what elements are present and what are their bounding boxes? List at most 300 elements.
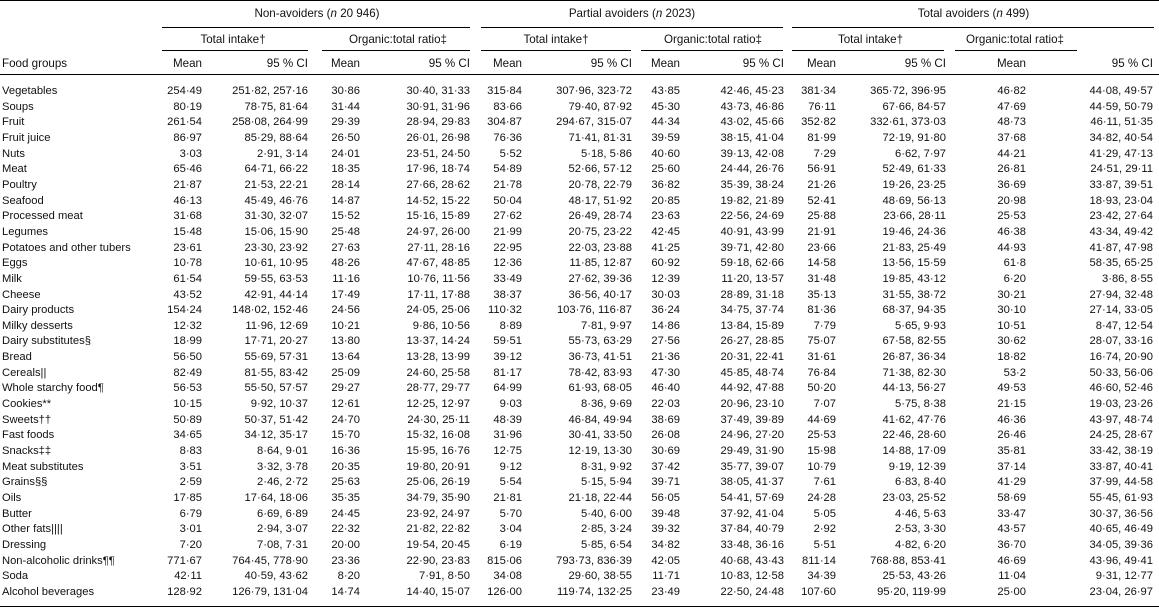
table-cell-mean: 39·48	[651, 507, 680, 520]
table-cell-mean: 12·61	[331, 398, 360, 410]
column-header-mean: Mean	[330, 57, 360, 70]
food-group-label: Alcohol beverages	[2, 585, 95, 598]
food-group-label: Milk	[2, 272, 22, 285]
table-cell-mean: 25·63	[331, 476, 360, 489]
table-cell-mean: 27·56	[651, 335, 680, 348]
table-cell-mean: 126·00	[487, 585, 522, 598]
table-cell-mean: 86·97	[173, 131, 202, 144]
table-cell-ci: 22·50, 24·48	[720, 585, 784, 598]
table-cell-ci: 103·76, 116·87	[556, 304, 632, 317]
table-cell-mean: 24·01	[331, 147, 360, 160]
table-cell-mean: 46·82	[997, 85, 1026, 97]
table-cell-ci: 768·88, 853·41	[870, 554, 946, 567]
table-cell-ci: 12·19, 13·30	[568, 444, 632, 457]
table-cell-mean: 43·57	[997, 523, 1026, 536]
table-cell-mean: 30·03	[651, 288, 680, 301]
table-cell-mean: 45·30	[651, 100, 680, 113]
table-cell-ci: 22·46, 28·60	[882, 429, 946, 442]
table-cell-ci: 48·17, 51·92	[568, 194, 632, 207]
table-cell-ci: 15·16, 15·89	[406, 210, 470, 223]
table-cell-ci: 21·82, 22·82	[406, 523, 470, 536]
table-cell-ci: 10·61, 10·95	[244, 257, 308, 270]
table-cell-mean: 13·64	[331, 351, 360, 364]
table-cell-ci: 11·96, 12·69	[245, 319, 308, 332]
table-cell-ci: 52·66, 57·12	[568, 163, 632, 176]
table-cell-mean: 14·86	[651, 319, 680, 332]
table-cell-ci: 19·85, 43·12	[882, 272, 946, 285]
food-group-label: Meat	[2, 163, 27, 176]
table-cell-mean: 811·14	[801, 554, 836, 567]
table-cell-ci: 64·71, 66·22	[244, 163, 308, 176]
table-cell-ci: 45·85, 48·74	[720, 366, 784, 379]
table-cell-mean: 11·04	[998, 570, 1026, 583]
table-cell-mean: 11·16	[332, 272, 360, 285]
table-cell-mean: 15·52	[331, 210, 360, 223]
table-cell-ci: 20·31, 22·41	[720, 351, 784, 364]
table-cell-ci: 5·85, 6·54	[581, 538, 632, 551]
table-cell-ci: 46·60, 52·46	[1089, 382, 1153, 395]
table-cell-mean: 5·54	[499, 476, 522, 489]
table-cell-ci: 34·75, 37·74	[720, 304, 784, 317]
table-cell-ci: 16·74, 20·90	[1089, 351, 1153, 364]
table-cell-ci: 30·41, 33·50	[568, 429, 632, 442]
table-cell-ci: 34·05, 39·36	[1089, 538, 1153, 551]
table-cell-mean: 5·51	[813, 538, 836, 551]
table-cell-ci: 5·75, 8·38	[895, 398, 946, 410]
table-cell-mean: 12·75	[493, 444, 522, 457]
table-cell-mean: 64·99	[493, 382, 522, 395]
table-cell-mean: 20·00	[331, 538, 360, 551]
table-cell-ci: 85·29, 88·64	[244, 131, 308, 144]
table-cell-mean: 36·70	[997, 538, 1026, 551]
table-cell-mean: 35·35	[331, 491, 360, 504]
table-cell-ci: 35·77, 39·07	[720, 460, 784, 473]
table-cell-ci: 7·81, 9·97	[581, 319, 632, 332]
table-cell-ci: 42·46, 45·23	[720, 85, 784, 97]
table-cell-mean: 7·20	[179, 538, 202, 551]
table-cell-ci: 31·30, 32·07	[244, 210, 308, 223]
table-cell-mean: 50·89	[173, 413, 202, 426]
table-cell-mean: 12·36	[493, 257, 522, 270]
table-cell-ci: 39·13, 42·08	[720, 147, 784, 160]
table-cell-mean: 39·32	[651, 523, 680, 536]
table-cell-ci: 19·54, 20·45	[406, 538, 470, 551]
table-cell-ci: 2·85, 3·24	[581, 523, 632, 536]
table-cell-ci: 29·60, 38·55	[568, 570, 632, 583]
table-cell-ci: 9·86, 10·56	[412, 319, 470, 332]
column-header-ci: 95 % CI	[428, 57, 470, 70]
table-cell-mean: 36·24	[651, 304, 680, 317]
table-cell-mean: 44·93	[997, 241, 1026, 254]
table-cell-mean: 8·89	[499, 319, 522, 332]
table-cell-ci: 68·37, 94·35	[882, 304, 946, 317]
table-cell-ci: 41·62, 47·76	[882, 413, 946, 426]
table-cell-ci: 55·69, 57·31	[244, 351, 308, 364]
table-cell-ci: 36·73, 41·51	[568, 351, 632, 364]
table-cell-ci: 6·69, 6·89	[257, 507, 308, 520]
table-cell-ci: 26·27, 28·85	[720, 335, 784, 348]
table-cell-ci: 40·91, 43·99	[720, 225, 784, 238]
table-cell-mean: 7·61	[813, 476, 836, 489]
table-cell-ci: 23·04, 26·97	[1089, 585, 1153, 598]
table-cell-ci: 43·73, 46·86	[720, 100, 784, 113]
table-cell-mean: 23·49	[651, 585, 680, 598]
food-group-label: Grains§§	[2, 476, 48, 489]
food-group-label: Soda	[2, 570, 29, 583]
table-cell-ci: 47·67, 48·85	[406, 257, 470, 270]
table-cell-mean: 13·80	[331, 335, 360, 348]
table-cell-mean: 34·82	[651, 538, 680, 551]
table-cell-mean: 31·61	[807, 351, 836, 364]
table-cell-ci: 3·32, 3·78	[257, 460, 308, 473]
table-cell-mean: 81·17	[493, 366, 522, 379]
table-cell-ci: 25·06, 26·19	[406, 476, 470, 489]
table-cell-mean: 26·46	[997, 429, 1026, 442]
table-cell-ci: 25·53, 43·26	[882, 570, 946, 583]
table-cell-ci: 30·40, 31·33	[406, 85, 470, 97]
table-cell-mean: 21·26	[807, 178, 836, 191]
table-cell-ci: 43·97, 48·74	[1089, 413, 1153, 426]
table-cell-mean: 8·20	[337, 570, 360, 583]
table-cell-ci: 23·42, 27·64	[1089, 210, 1153, 223]
table-cell-ci: 67·58, 82·55	[882, 335, 946, 348]
table-cell-ci: 37·99, 44·58	[1089, 476, 1153, 489]
table-cell-ci: 43·96, 49·41	[1089, 554, 1153, 567]
table-cell-ci: 24·96, 27·20	[720, 429, 784, 442]
table-cell-ci: 23·30, 23·92	[244, 241, 308, 254]
table-cell-ci: 4·82, 6·20	[895, 538, 946, 551]
table-cell-ci: 37·49, 39·89	[720, 413, 784, 426]
table-cell-ci: 33·42, 38·19	[1089, 444, 1153, 457]
table-cell-mean: 20·35	[331, 460, 360, 473]
column-header-mean: Mean	[492, 57, 522, 70]
table-cell-ci: 27·14, 33·05	[1089, 304, 1153, 317]
table-cell-mean: 30·69	[651, 444, 680, 457]
group-rule-non-avoiders	[162, 27, 470, 28]
table-cell-mean: 48·73	[997, 116, 1026, 129]
table-cell-ci: 18·93, 23·04	[1089, 194, 1153, 207]
table-cell-ci: 764·45, 778·90	[232, 554, 308, 567]
food-group-label: Bread	[2, 351, 32, 364]
table-cell-mean: 31·96	[493, 429, 522, 442]
table-cell-ci: 2·94, 3·07	[257, 523, 308, 536]
table-cell-ci: 34·79, 35·90	[406, 491, 470, 504]
table-cell-ci: 2·91, 3·14	[257, 147, 308, 160]
table-cell-mean: 21·91	[807, 225, 836, 238]
table-cell-mean: 23·63	[651, 210, 680, 223]
table-cell-ci: 11·20, 13·57	[721, 272, 784, 285]
table-cell-ci: 19·26, 23·25	[882, 178, 946, 191]
table-cell-mean: 75·07	[807, 335, 836, 348]
table-cell-ci: 19·80, 20·91	[406, 460, 470, 473]
table-cell-ci: 2·46, 2·72	[257, 476, 308, 489]
table-cell-mean: 56·53	[173, 382, 202, 395]
subgroup-rule-6	[955, 50, 1077, 51]
subheader-ratio-1: Organic:total ratio‡	[349, 33, 447, 46]
table-cell-ci: 27·94, 32·48	[1089, 288, 1153, 301]
table-cell-ci: 365·72, 396·95	[870, 85, 946, 97]
table-cell-ci: 40·59, 43·62	[244, 570, 308, 583]
table-cell-mean: 10·15	[173, 398, 202, 410]
table-cell-ci: 52·49, 61·33	[882, 163, 946, 176]
group-rule-partial-avoiders	[481, 27, 783, 28]
food-group-label: Other fats||||	[2, 523, 63, 536]
table-cell-mean: 31·48	[807, 272, 836, 285]
table-cell-mean: 82·49	[173, 366, 202, 379]
table-cell-ci: 4·46, 5·63	[895, 507, 946, 520]
food-group-label: Processed meat	[2, 210, 83, 223]
header-bottom-rule	[0, 74, 1159, 75]
table-cell-ci: 148·02, 152·46	[232, 304, 308, 317]
table-cell-ci: 15·95, 16·76	[406, 444, 470, 457]
table-cell-ci: 22·03, 23·88	[568, 241, 632, 254]
table-cell-mean: 31·68	[173, 210, 202, 223]
table-cell-mean: 23·61	[173, 241, 202, 254]
table-cell-mean: 7·29	[813, 147, 836, 160]
table-cell-mean: 42·45	[651, 225, 680, 238]
table-cell-mean: 34·65	[173, 429, 202, 442]
table-cell-ci: 3·86, 8·55	[1102, 272, 1153, 285]
subgroup-rule-2	[322, 50, 470, 51]
table-cell-mean: 6·79	[179, 507, 202, 520]
table-cell-ci: 10·83, 12·58	[720, 570, 784, 583]
table-cell-ci: 44·08, 49·57	[1089, 85, 1153, 97]
table-cell-mean: 15·70	[331, 429, 360, 442]
table-cell-mean: 381·34	[801, 85, 836, 97]
table-cell-ci: 33·48, 36·16	[720, 538, 784, 551]
table-cell-ci: 40·65, 46·49	[1089, 523, 1153, 536]
table-cell-ci: 26·01, 26·98	[406, 131, 470, 144]
table-cell-mean: 30·10	[997, 304, 1026, 317]
table-cell-mean: 10·78	[173, 257, 202, 270]
table-cell-mean: 46·13	[173, 194, 202, 207]
table-cell-ci: 8·36, 9·69	[581, 398, 632, 410]
table-cell-mean: 26·81	[997, 163, 1026, 176]
table-cell-mean: 17·85	[173, 491, 202, 504]
table-cell-ci: 28·77, 29·77	[406, 382, 470, 395]
table-cell-ci: 42·91, 44·14	[244, 288, 308, 301]
table-cell-ci: 21·18, 22·44	[568, 491, 632, 504]
table-cell-ci: 67·66, 84·57	[882, 100, 946, 113]
table-cell-mean: 25·53	[807, 429, 836, 442]
table-cell-mean: 3·51	[179, 460, 202, 473]
table-cell-mean: 59·51	[493, 335, 522, 348]
table-cell-ci: 119·74, 132·25	[556, 585, 632, 598]
column-header-ci: 95 % CI	[742, 57, 784, 70]
table-cell-mean: 48·39	[493, 413, 522, 426]
subheader-ratio-2: Organic:total ratio‡	[664, 33, 762, 46]
table-cell-ci: 24·60, 25·58	[406, 366, 470, 379]
table-cell-mean: 47·69	[997, 100, 1026, 113]
table-cell-mean: 315·84	[487, 85, 522, 97]
table-cell-mean: 2·59	[179, 476, 202, 489]
table-cell-ci: 9·31, 12·77	[1095, 570, 1153, 583]
table-cell-mean: 76·36	[493, 131, 522, 144]
subheader-ratio-3: Organic:total ratio‡	[966, 33, 1064, 46]
table-cell-ci: 46·84, 49·94	[568, 413, 632, 426]
table-cell-mean: 33·47	[997, 507, 1026, 520]
table-cell-ci: 12·25, 12·97	[406, 398, 470, 410]
table-cell-mean: 21·87	[173, 178, 202, 191]
table-cell-mean: 261·54	[167, 116, 202, 129]
top-rule	[0, 0, 1159, 1]
table-cell-mean: 21·15	[997, 398, 1026, 410]
subheader-total-intake-2: Total intake†	[523, 33, 589, 46]
table-cell-ci: 48·69, 56·13	[882, 194, 946, 207]
table-cell-mean: 21·36	[651, 351, 680, 364]
table-cell-mean: 25·00	[997, 585, 1026, 598]
table-cell-mean: 10·79	[807, 460, 836, 473]
table-cell-mean: 5·70	[499, 507, 522, 520]
table-cell-ci: 8·47, 12·54	[1095, 319, 1153, 332]
table-cell-ci: 78·75, 81·64	[244, 100, 308, 113]
table-cell-ci: 24·51, 29·11	[1090, 163, 1153, 176]
table-cell-mean: 110·32	[487, 304, 522, 317]
table-cell-ci: 54·41, 57·69	[720, 491, 784, 504]
table-cell-ci: 13·56, 15·59	[882, 257, 946, 270]
table-cell-mean: 14·58	[807, 257, 836, 270]
group-header-partial-avoiders: Partial avoiders (n 2023)	[568, 7, 696, 20]
table-cell-ci: 17·11, 17·88	[407, 288, 470, 301]
table-cell-mean: 7·79	[813, 319, 836, 332]
table-cell-ci: 81·55, 83·42	[244, 366, 308, 379]
table-cell-ci: 72·19, 91·80	[882, 131, 946, 144]
food-group-label: Fruit	[2, 116, 25, 129]
table-cell-mean: 50·20	[807, 382, 836, 395]
food-group-label: Meat substitutes	[2, 460, 84, 473]
table-cell-mean: 14·87	[331, 194, 360, 207]
table-cell-mean: 304·87	[487, 116, 522, 129]
table-cell-ci: 33·87, 40·41	[1089, 460, 1153, 473]
table-cell-mean: 7·07	[813, 398, 836, 410]
table-cell-ci: 17·96, 18·74	[406, 163, 470, 176]
subgroup-rule-4	[641, 50, 783, 51]
food-group-label: Cookies**	[2, 398, 52, 410]
table-cell-ci: 8·64, 9·01	[257, 444, 308, 457]
table-cell-mean: 20·85	[651, 194, 680, 207]
table-cell-ci: 71·41, 81·31	[568, 131, 632, 144]
table-cell-mean: 24·56	[331, 304, 360, 317]
table-cell-mean: 61·8	[1003, 257, 1026, 270]
table-cell-mean: 36·69	[997, 178, 1026, 191]
table-cell-ci: 28·94, 29·83	[406, 116, 470, 129]
table-cell-mean: 12·32	[173, 319, 202, 332]
table-cell-mean: 2·92	[813, 523, 836, 536]
table-cell-ci: 13·28, 13·99	[406, 351, 470, 364]
table-cell-mean: 25·09	[331, 366, 360, 379]
table-cell-mean: 42·11	[174, 570, 202, 583]
food-group-label: Eggs	[2, 257, 28, 270]
table-cell-mean: 34·39	[807, 570, 836, 583]
table-cell-mean: 17·49	[331, 288, 360, 301]
table-cell-ci: 27·66, 28·62	[406, 178, 470, 191]
table-cell-mean: 6·20	[1003, 272, 1026, 285]
table-cell-ci: 13·37, 14·24	[406, 335, 470, 348]
table-cell-ci: 55·45, 61·93	[1089, 491, 1153, 504]
food-group-label: Cereals||	[2, 366, 47, 379]
table-cell-ci: 294·67, 315·07	[556, 116, 632, 129]
table-cell-mean: 49·53	[997, 382, 1026, 395]
table-cell-ci: 95·20, 119·99	[877, 585, 946, 598]
table-cell-mean: 16·36	[331, 444, 360, 457]
table-cell-mean: 15·48	[173, 225, 202, 238]
table-cell-mean: 31·44	[331, 100, 360, 113]
table-cell-mean: 24·70	[331, 413, 360, 426]
table-cell-mean: 42·05	[651, 554, 680, 567]
table-cell-mean: 26·50	[331, 131, 360, 144]
table-cell-mean: 25·48	[331, 225, 360, 238]
table-cell-ci: 26·87, 36·34	[882, 351, 946, 364]
table-cell-ci: 40·68, 43·43	[720, 554, 784, 567]
table-cell-ci: 17·71, 20·27	[244, 335, 308, 348]
table-cell-mean: 46·40	[651, 382, 680, 395]
table-cell-ci: 17·64, 18·06	[244, 491, 308, 504]
table-cell-ci: 24·44, 26·76	[720, 163, 784, 176]
table-cell-mean: 18·82	[997, 351, 1026, 364]
column-header-ci: 95 % CI	[266, 57, 308, 70]
table-cell-ci: 59·55, 63·53	[244, 272, 308, 285]
table-cell-mean: 39·59	[651, 131, 680, 144]
table-cell-mean: 43·52	[173, 288, 202, 301]
table-cell-mean: 46·36	[997, 413, 1026, 426]
table-cell-mean: 34·08	[493, 570, 522, 583]
table-cell-ci: 45·49, 46·76	[244, 194, 308, 207]
table-cell-mean: 5·52	[499, 147, 522, 160]
table-cell-mean: 35·81	[997, 444, 1026, 457]
table-cell-mean: 56·50	[173, 351, 202, 364]
table-cell-ci: 35·39, 38·24	[720, 178, 784, 191]
table-cell-ci: 5·15, 5·94	[581, 476, 632, 489]
table-cell-mean: 56·05	[651, 491, 680, 504]
table-cell-mean: 76·11	[808, 100, 836, 113]
food-group-label: Vegetables	[2, 85, 58, 97]
table-cell-mean: 81·99	[807, 131, 836, 144]
table-cell-ci: 34·12, 35·17	[244, 429, 308, 442]
food-group-label: Dressing	[2, 538, 47, 551]
table-cell-ci: 31·55, 38·72	[882, 288, 946, 301]
column-header-ci: 95 % CI	[590, 57, 632, 70]
table-cell-mean: 9·03	[499, 398, 522, 410]
table-cell-ci: 332·61, 373·03	[870, 116, 946, 129]
food-group-label: Dairy substitutes§	[2, 335, 91, 348]
table-cell-mean: 30·21	[997, 288, 1026, 301]
table-cell-ci: 7·08, 7·31	[257, 538, 308, 551]
table-cell-mean: 37·14	[997, 460, 1026, 473]
table-cell-ci: 793·73, 836·39	[556, 554, 632, 567]
table-cell-mean: 81·36	[807, 304, 836, 317]
table-cell-mean: 8·83	[179, 444, 202, 457]
table-cell-ci: 71·38, 82·30	[882, 366, 946, 379]
table-cell-mean: 14·74	[331, 585, 360, 598]
table-cell-ci: 78·42, 83·93	[568, 366, 632, 379]
table-cell-ci: 2·53, 3·30	[895, 523, 946, 536]
table-cell-mean: 22·32	[331, 523, 360, 536]
table-cell-ci: 59·18, 62·66	[720, 257, 784, 270]
table-cell-mean: 46·69	[997, 554, 1026, 567]
table-cell-mean: 44·69	[807, 413, 836, 426]
table-cell-ci: 28·07, 33·16	[1089, 335, 1153, 348]
table-cell-ci: 50·33, 56·06	[1089, 366, 1153, 379]
table-cell-mean: 35·13	[807, 288, 836, 301]
table-cell-ci: 30·37, 36·56	[1089, 507, 1153, 520]
table-cell-ci: 41·29, 47·13	[1089, 147, 1153, 160]
table-cell-mean: 25·53	[997, 210, 1026, 223]
group-rule-total-avoiders	[792, 27, 1154, 28]
table-cell-mean: 3·01	[179, 523, 202, 536]
table-cell-ci: 30·91, 31·96	[406, 100, 470, 113]
table-cell-mean: 815·06	[487, 554, 522, 567]
table-cell-mean: 33·49	[493, 272, 522, 285]
